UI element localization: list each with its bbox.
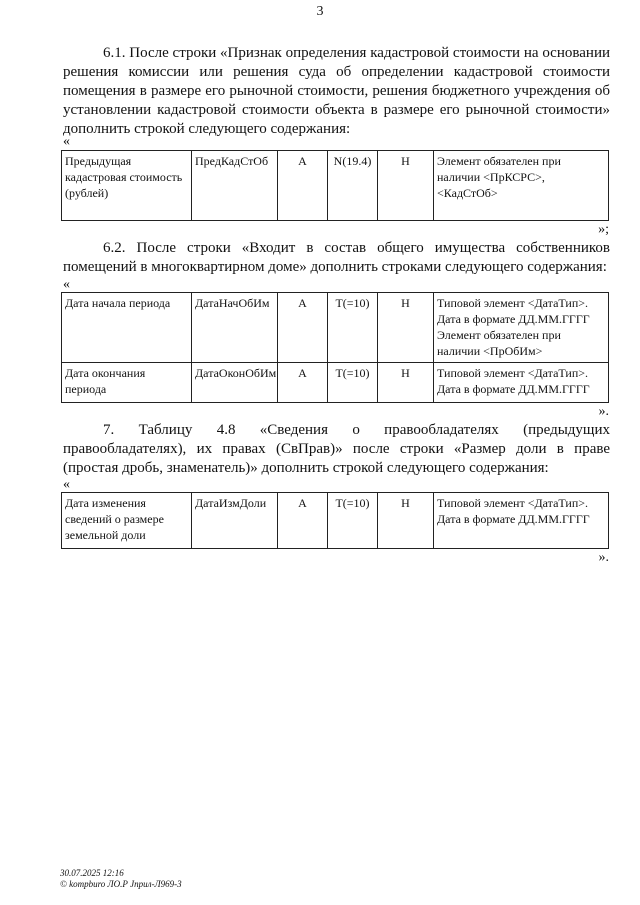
cell-name: Предыдущая кадастровая стоимость (рублей) [62, 151, 192, 221]
cell-req: Н [378, 151, 434, 221]
cell-name: Дата изменения сведений о размере земельной доли [62, 493, 192, 549]
close-quote: »; [598, 222, 609, 237]
section-6-2-text: 6.2. После строки «Входит в состав общего имущества собственников помещений в многоквартирном доме» дополнить строками следующего содержания: [63, 240, 610, 275]
cell-format: T(=10) [328, 493, 378, 549]
cell-code: ПредКадСтОб [192, 151, 278, 221]
table-6-2 [61, 292, 609, 403]
cell-code: ДатаОконОбИм [192, 363, 278, 403]
table-row [62, 151, 609, 221]
table-7 [61, 492, 609, 549]
footer-datetime: 30.07.2025 12:16 [60, 868, 124, 878]
cell-note: Типовой элемент <ДатаТип>. Дата в формате ДД.ММ.ГГГГ Элемент обязателен при наличии <ПрОбИм> [434, 293, 609, 363]
cell-note: Типовой элемент <ДатаТип>. Дата в формате ДД.ММ.ГГГГ [434, 363, 609, 403]
open-quote: « [63, 477, 70, 492]
table-row [62, 493, 609, 549]
table-row [62, 363, 609, 403]
cell-type: А [278, 151, 328, 221]
cell-code: ДатаНачОбИм [192, 293, 278, 363]
cell-req: Н [378, 363, 434, 403]
close-quote: ». [598, 404, 609, 419]
section-7-text: 7. Таблицу 4.8 «Сведения о правообладателях (предыдущих правообладателях), их правах (СвПрав)» после строки «Размер доли в праве (простая дробь, знаменатель)» дополнить строкой следующего содержания: [63, 422, 610, 476]
cell-format: T(=10) [328, 293, 378, 363]
cell-note: Типовой элемент <ДатаТип>. Дата в формате ДД.ММ.ГГГГ [434, 493, 609, 549]
page-number: 3 [316, 4, 324, 19]
cell-name: Дата окончания периода [62, 363, 192, 403]
cell-code: ДатаИзмДоли [192, 493, 278, 549]
cell-req: Н [378, 493, 434, 549]
table-row [62, 293, 609, 363]
cell-name: Дата начала периода [62, 293, 192, 363]
table-6-1 [61, 150, 609, 221]
section-6-1-text: 6.1. После строки «Признак определения кадастровой стоимости на основании решения комиссии или решения суда об определении кадастровой стоимости помещения в размере его рыночной стоимости, решения бюджетного учреждения об установлении кадастровой стоимости объекта в размере его рыночной стоимости» дополнить строкой следующего содержания: [63, 45, 610, 137]
footer-stamp [60, 868, 182, 890]
open-quote: « [63, 134, 70, 149]
cell-type: А [278, 493, 328, 549]
cell-note: Элемент обязателен при наличии <ПрКСРС>, <КадСтОб> [434, 151, 609, 221]
cell-req: Н [378, 293, 434, 363]
cell-type: А [278, 363, 328, 403]
cell-format: T(=10) [328, 363, 378, 403]
close-quote: ». [598, 550, 609, 565]
cell-type: А [278, 293, 328, 363]
open-quote: « [63, 277, 70, 292]
footer-ref: © kompburo ЛО.Р Jnpuл-Л969-3 [60, 879, 182, 889]
cell-format: N(19.4) [328, 151, 378, 221]
